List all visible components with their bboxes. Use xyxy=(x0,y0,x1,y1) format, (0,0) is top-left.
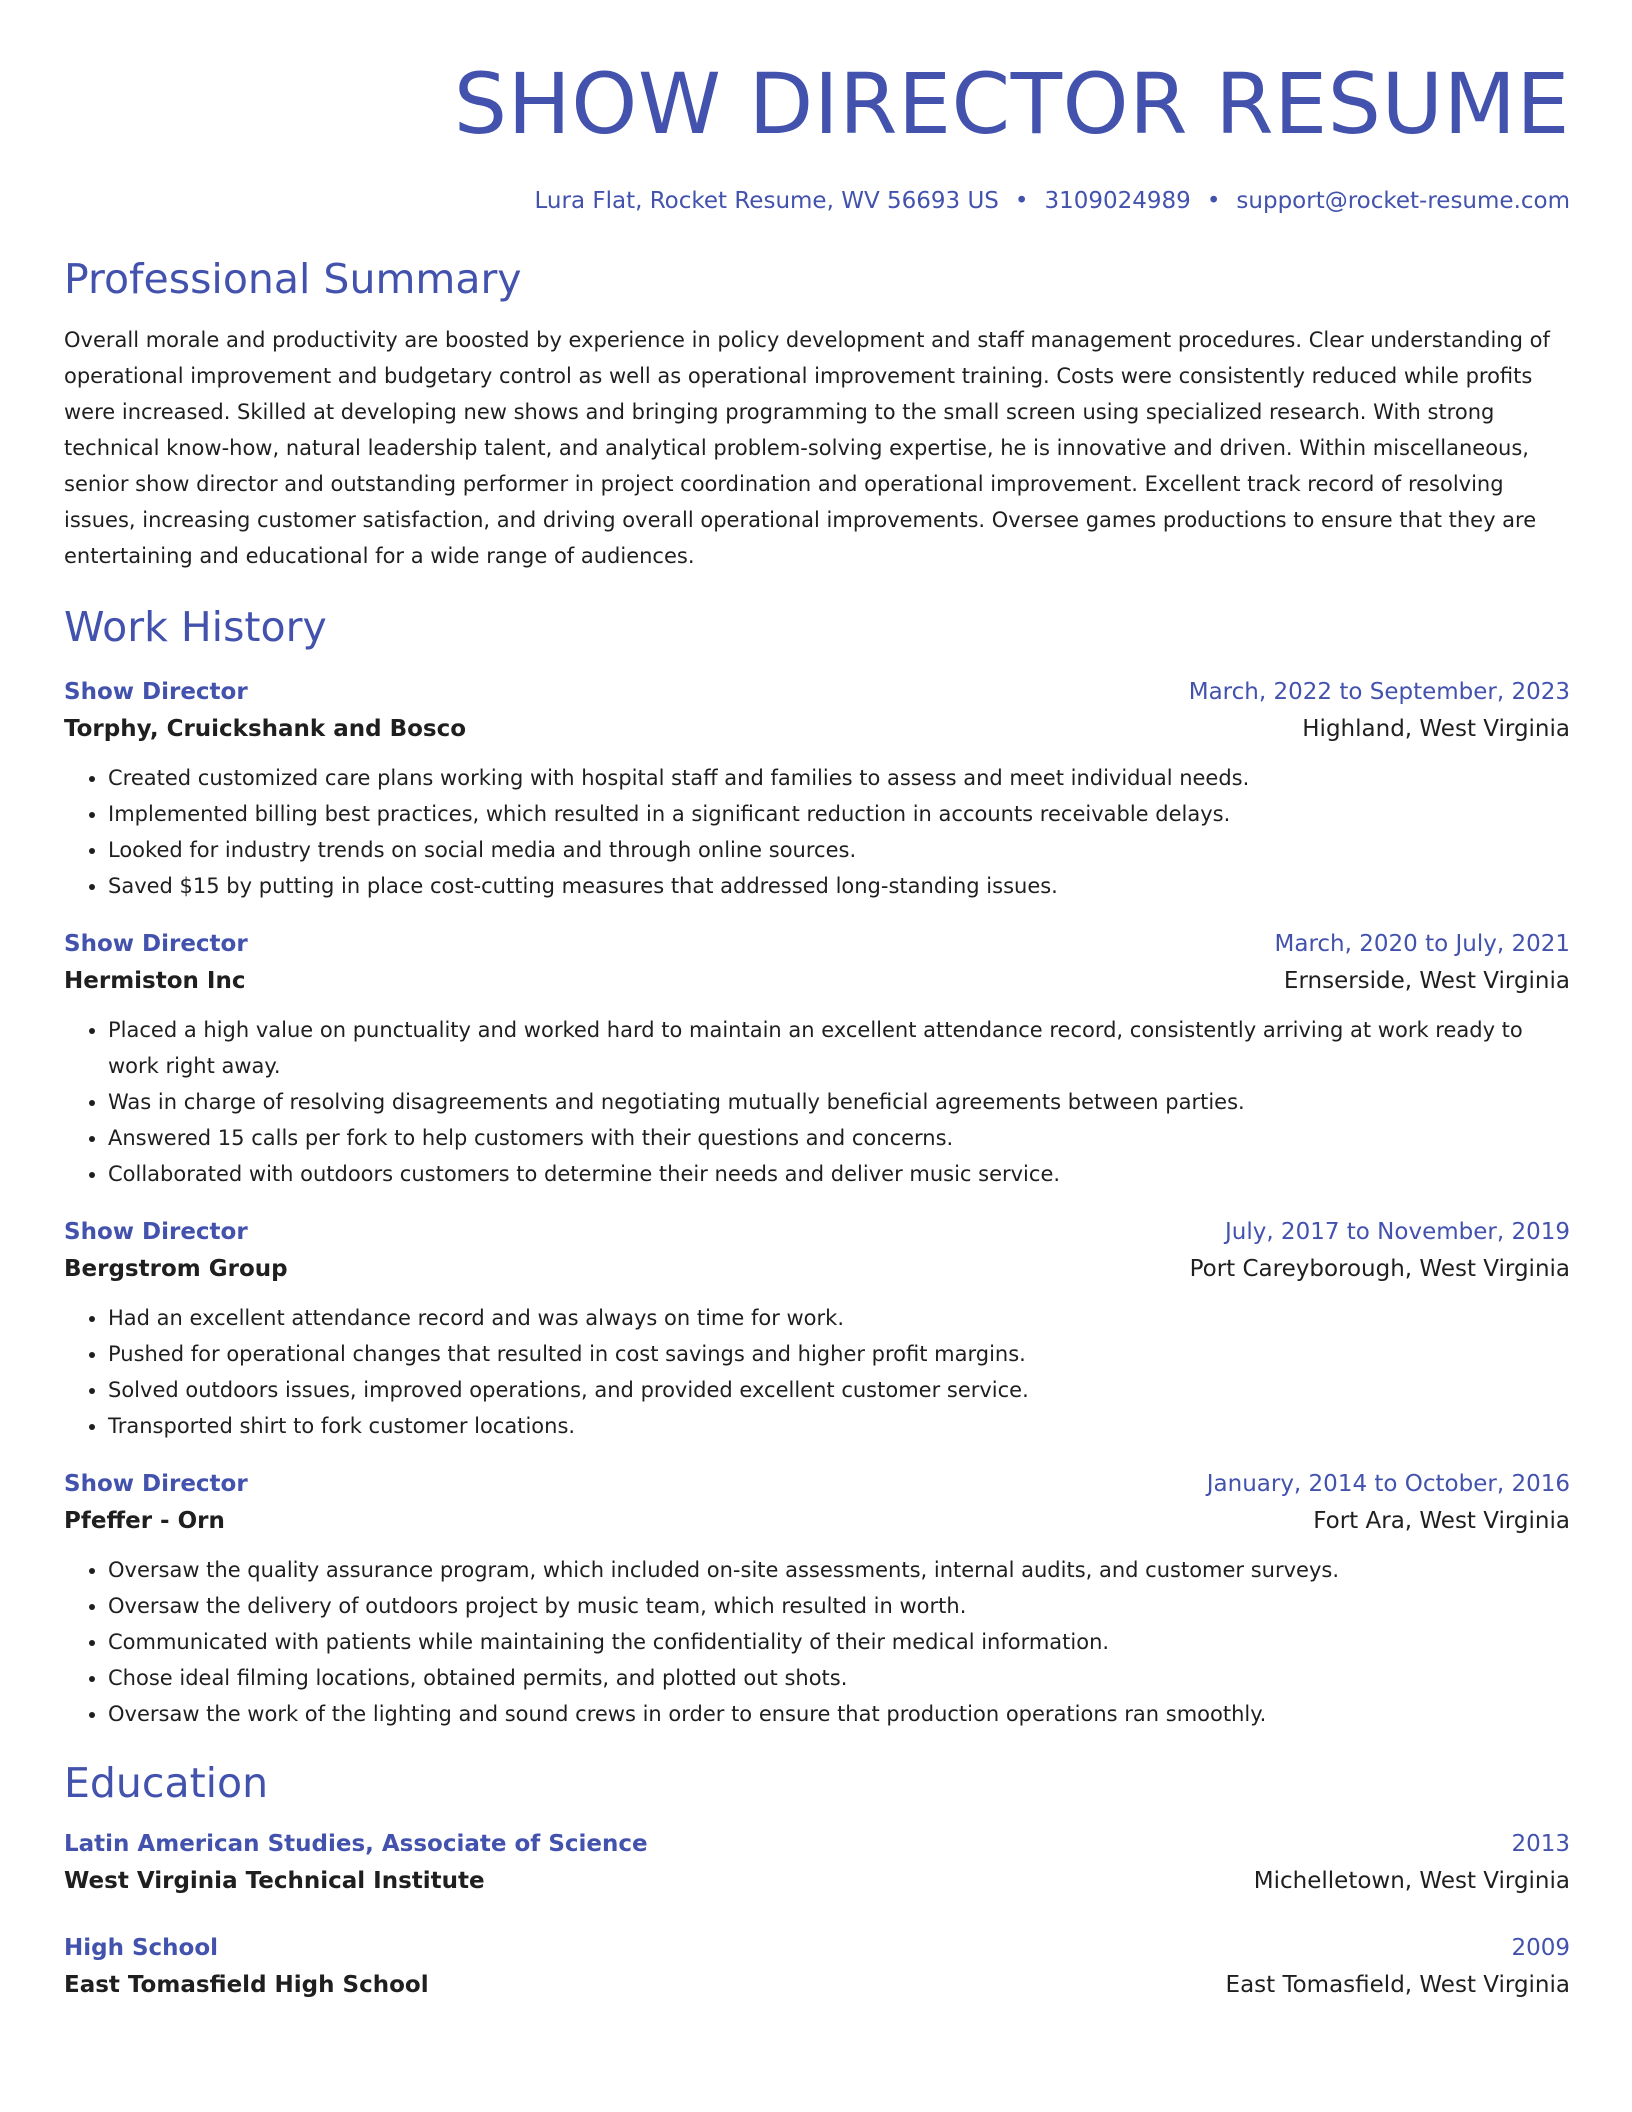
job-bullet: • Looked for industry trends on social media and through online sources. xyxy=(108,832,1570,868)
job-dates: March, 2020 to July, 2021 xyxy=(1274,931,1570,957)
education-school-row xyxy=(64,1862,1570,1900)
job-company: Pfeffer - Orn xyxy=(64,1508,225,1534)
job-bullets xyxy=(64,760,1570,904)
job-title: Show Director xyxy=(64,679,248,705)
job-bullet: • Was in charge of resolving disagreements and negotiating mutually beneficial agreements between parties. xyxy=(108,1084,1570,1120)
job-bullet: • Answered 15 calls per fork to help customers with their questions and concerns. xyxy=(108,1120,1570,1156)
education-entry xyxy=(64,1930,1570,2004)
education-degree-row xyxy=(64,1826,1570,1862)
job-bullets xyxy=(64,1012,1570,1192)
job-title: Show Director xyxy=(64,931,248,957)
job-dates: March, 2022 to September, 2023 xyxy=(1188,679,1570,705)
job-bullets xyxy=(64,1300,1570,1444)
job-dates: July, 2017 to November, 2019 xyxy=(1224,1219,1570,1245)
education-location: East Tomasfield, West Virginia xyxy=(1225,1972,1570,1998)
education-entry xyxy=(64,1826,1570,1900)
job-bullet: • Chose ideal filming locations, obtained permits, and plotted out shots. xyxy=(108,1660,1570,1696)
education-school-row xyxy=(64,1966,1570,2004)
education-location: Michelletown, West Virginia xyxy=(1253,1868,1570,1894)
job-location: Ernserside, West Virginia xyxy=(1283,968,1570,994)
job-title: Show Director xyxy=(64,1471,248,1497)
job-location: Highland, West Virginia xyxy=(1302,716,1570,742)
job-company-row xyxy=(64,710,1570,748)
contact-email: support@rocket-resume.com xyxy=(1236,188,1570,214)
resume-title: SHOW DIRECTOR RESUME xyxy=(453,55,1570,153)
job-company: Bergstrom Group xyxy=(64,1256,288,1282)
bullet-separator: • xyxy=(1206,188,1221,214)
job-title-row xyxy=(64,926,1570,962)
education-year: 2013 xyxy=(1511,1831,1570,1857)
job-bullet: • Solved outdoors issues, improved operations, and provided excellent customer service. xyxy=(108,1372,1570,1408)
job-bullet: • Saved $15 by putting in place cost-cutting measures that addressed long-standing issues. xyxy=(108,868,1570,904)
job-location: Fort Ara, West Virginia xyxy=(1313,1508,1570,1534)
education-degree: Latin American Studies, Associate of Science xyxy=(64,1831,648,1857)
job-bullet: • Oversaw the delivery of outdoors project by music team, which resulted in worth. xyxy=(108,1588,1570,1624)
summary-heading: Professional Summary xyxy=(64,255,522,303)
job-title: Show Director xyxy=(64,1219,248,1245)
job-entry xyxy=(64,926,1570,1192)
job-bullet: • Oversaw the work of the lighting and sound crews in order to ensure that production operations ran smoothly. xyxy=(108,1696,1570,1732)
education-degree: High School xyxy=(64,1935,219,1961)
job-company: Torphy, Cruickshank and Bosco xyxy=(64,716,467,742)
education-heading: Education xyxy=(64,1759,269,1807)
job-bullet: • Had an excellent attendance record and was always on time for work. xyxy=(108,1300,1570,1336)
education-school: East Tomasfield High School xyxy=(64,1972,429,1998)
contact-address: Lura Flat, Rocket Resume, WV 56693 US xyxy=(534,188,999,214)
job-dates: January, 2014 to October, 2016 xyxy=(1206,1471,1570,1497)
job-company-row xyxy=(64,1250,1570,1288)
education-school: West Virginia Technical Institute xyxy=(64,1868,485,1894)
job-bullet: • Oversaw the quality assurance program, which included on-site assessments, internal audits, and customer surveys. xyxy=(108,1552,1570,1588)
job-bullets xyxy=(64,1552,1570,1732)
summary-text: Overall morale and productivity are boosted by experience in policy development and staff management procedures. Clear understanding of operational improvement and budgetary control as well as operational improvement training. Costs were consistently reduced while profits were increased. Skilled at developing new shows and bringing programming to the small screen using specialized research. With strong technical know-how, natural leadership talent, and analytical problem-solving expertise, he is innovative and driven. Within miscellaneous, senior show director and outstanding performer in project coordination and operational improvement. Excellent track record of resolving issues, increasing customer satisfaction, and driving overall operational improvements. Oversee games productions to ensure that they are entertaining and educational for a wide range of audiences. xyxy=(64,328,1550,568)
job-bullet: • Created customized care plans working with hospital staff and families to assess and meet individual needs. xyxy=(108,760,1570,796)
job-entry xyxy=(64,1214,1570,1444)
education-year: 2009 xyxy=(1511,1935,1570,1961)
job-bullet: • Implemented billing best practices, which resulted in a significant reduction in accounts receivable delays. xyxy=(108,796,1570,832)
job-bullet: • Collaborated with outdoors customers to determine their needs and deliver music service. xyxy=(108,1156,1570,1192)
job-bullet: • Transported shirt to fork customer locations. xyxy=(108,1408,1570,1444)
job-title-row xyxy=(64,1466,1570,1502)
bullet-separator: • xyxy=(1014,188,1029,214)
work-history-heading: Work History xyxy=(64,603,327,651)
job-title-row xyxy=(64,674,1570,710)
job-entry xyxy=(64,674,1570,904)
job-bullet: • Placed a high value on punctuality and worked hard to maintain an excellent attendance record, consistently arriving at work ready to work right away. xyxy=(108,1012,1570,1084)
job-bullet: • Communicated with patients while maintaining the confidentiality of their medical information. xyxy=(108,1624,1570,1660)
job-title-row xyxy=(64,1214,1570,1250)
contact-phone: 3109024989 xyxy=(1044,188,1191,214)
contact-line xyxy=(64,186,1570,216)
job-company: Hermiston Inc xyxy=(64,968,246,994)
job-location: Port Careyborough, West Virginia xyxy=(1189,1256,1570,1282)
job-entry xyxy=(64,1466,1570,1732)
job-company-row xyxy=(64,1502,1570,1540)
education-degree-row xyxy=(64,1930,1570,1966)
job-company-row xyxy=(64,962,1570,1000)
job-bullet: • Pushed for operational changes that resulted in cost savings and higher profit margins. xyxy=(108,1336,1570,1372)
